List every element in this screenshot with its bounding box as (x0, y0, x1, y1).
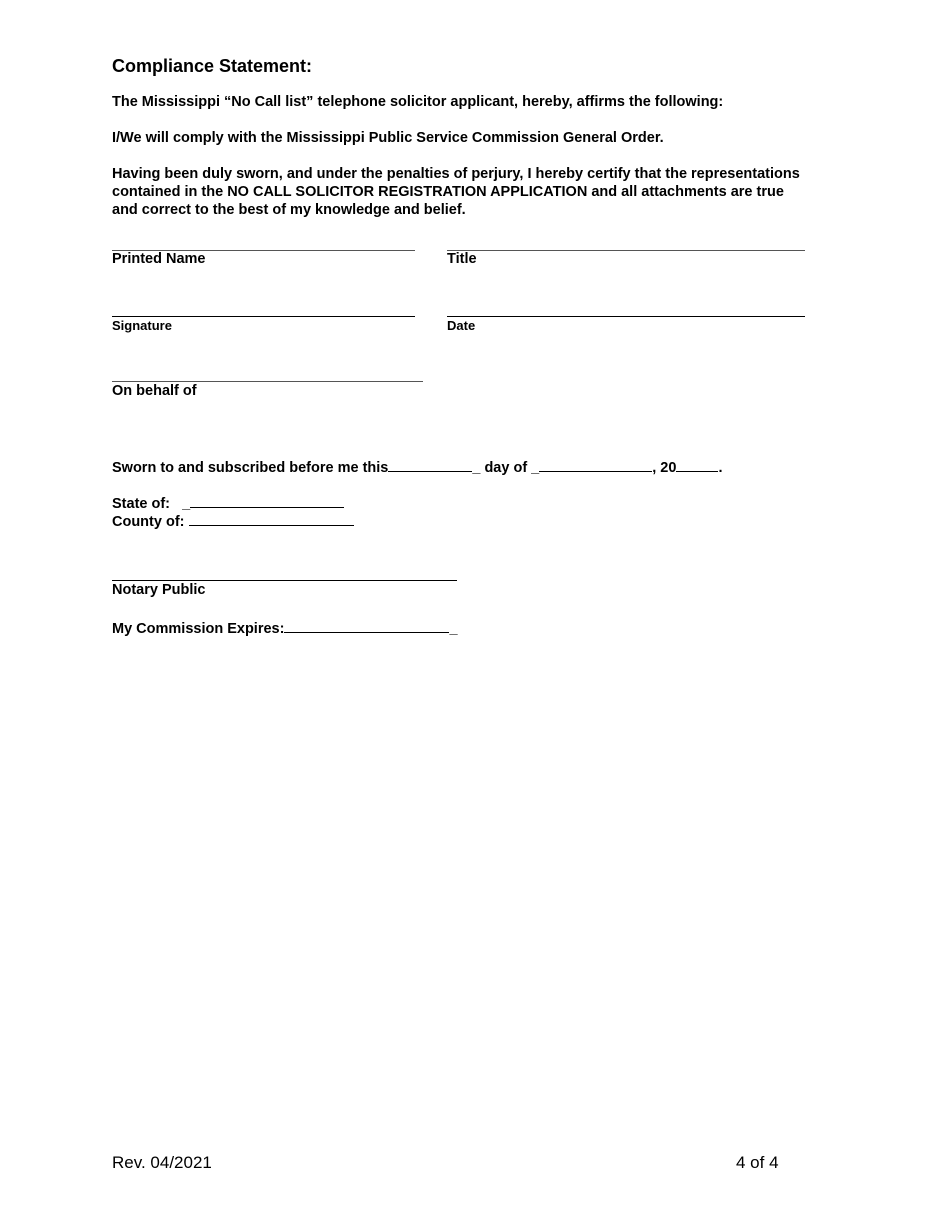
sworn-period: . (718, 460, 723, 476)
county-of-blank[interactable] (189, 511, 354, 526)
commission-post: _ (449, 621, 458, 637)
notary-public-label: Notary Public (112, 582, 206, 598)
title-line[interactable] (447, 250, 805, 251)
sworn-text: Sworn to and subscribed before me this (112, 460, 389, 476)
date-line[interactable] (447, 316, 805, 317)
comply-paragraph: I/We will comply with the Mississippi Public Service Commission General Order. (112, 130, 664, 146)
affirmation-paragraph: The Mississippi “No Call list” telephone solicitor applicant, hereby, affirms the following: (112, 94, 724, 110)
page-heading: Compliance Statement: (112, 56, 313, 76)
certification-paragraph: Having been duly sworn, and under the penalties of perjury, I hereby certify that the representations contained in the NO CALL SOLICITOR REGISTRATION APPLICATION and all attachments are true and correct to the best of my knowledge and belief. (112, 166, 800, 218)
sworn-month-blank[interactable] (539, 457, 652, 472)
state-of-row (112, 493, 344, 512)
county-of-label: County of: (112, 514, 185, 530)
sworn-day-blank[interactable] (388, 457, 472, 472)
revision-footer: Rev. 04/2021 (112, 1153, 212, 1172)
notary-public-line[interactable] (112, 580, 457, 581)
state-of-blank[interactable] (190, 493, 344, 508)
on-behalf-of-line[interactable] (112, 381, 423, 382)
state-pre: _ (182, 496, 191, 512)
signature-line[interactable] (112, 316, 415, 317)
date-label: Date (447, 318, 476, 333)
commission-expires-blank[interactable] (284, 618, 449, 633)
signature-label: Signature (112, 318, 172, 333)
year-prefix: , 20 (652, 460, 677, 476)
page-number: 4 of 4 (736, 1153, 779, 1172)
commission-expires-label: My Commission Expires: (112, 621, 285, 637)
title-label: Title (447, 251, 477, 267)
day-of-text: _ day of _ (472, 460, 540, 476)
printed-name-label: Printed Name (112, 251, 206, 267)
county-of-row (112, 511, 354, 530)
sworn-statement (112, 457, 722, 476)
sworn-year-blank[interactable] (676, 457, 718, 472)
state-of-label: State of: (112, 496, 170, 512)
on-behalf-of-label: On behalf of (112, 383, 197, 399)
commission-expires-row (112, 618, 458, 637)
